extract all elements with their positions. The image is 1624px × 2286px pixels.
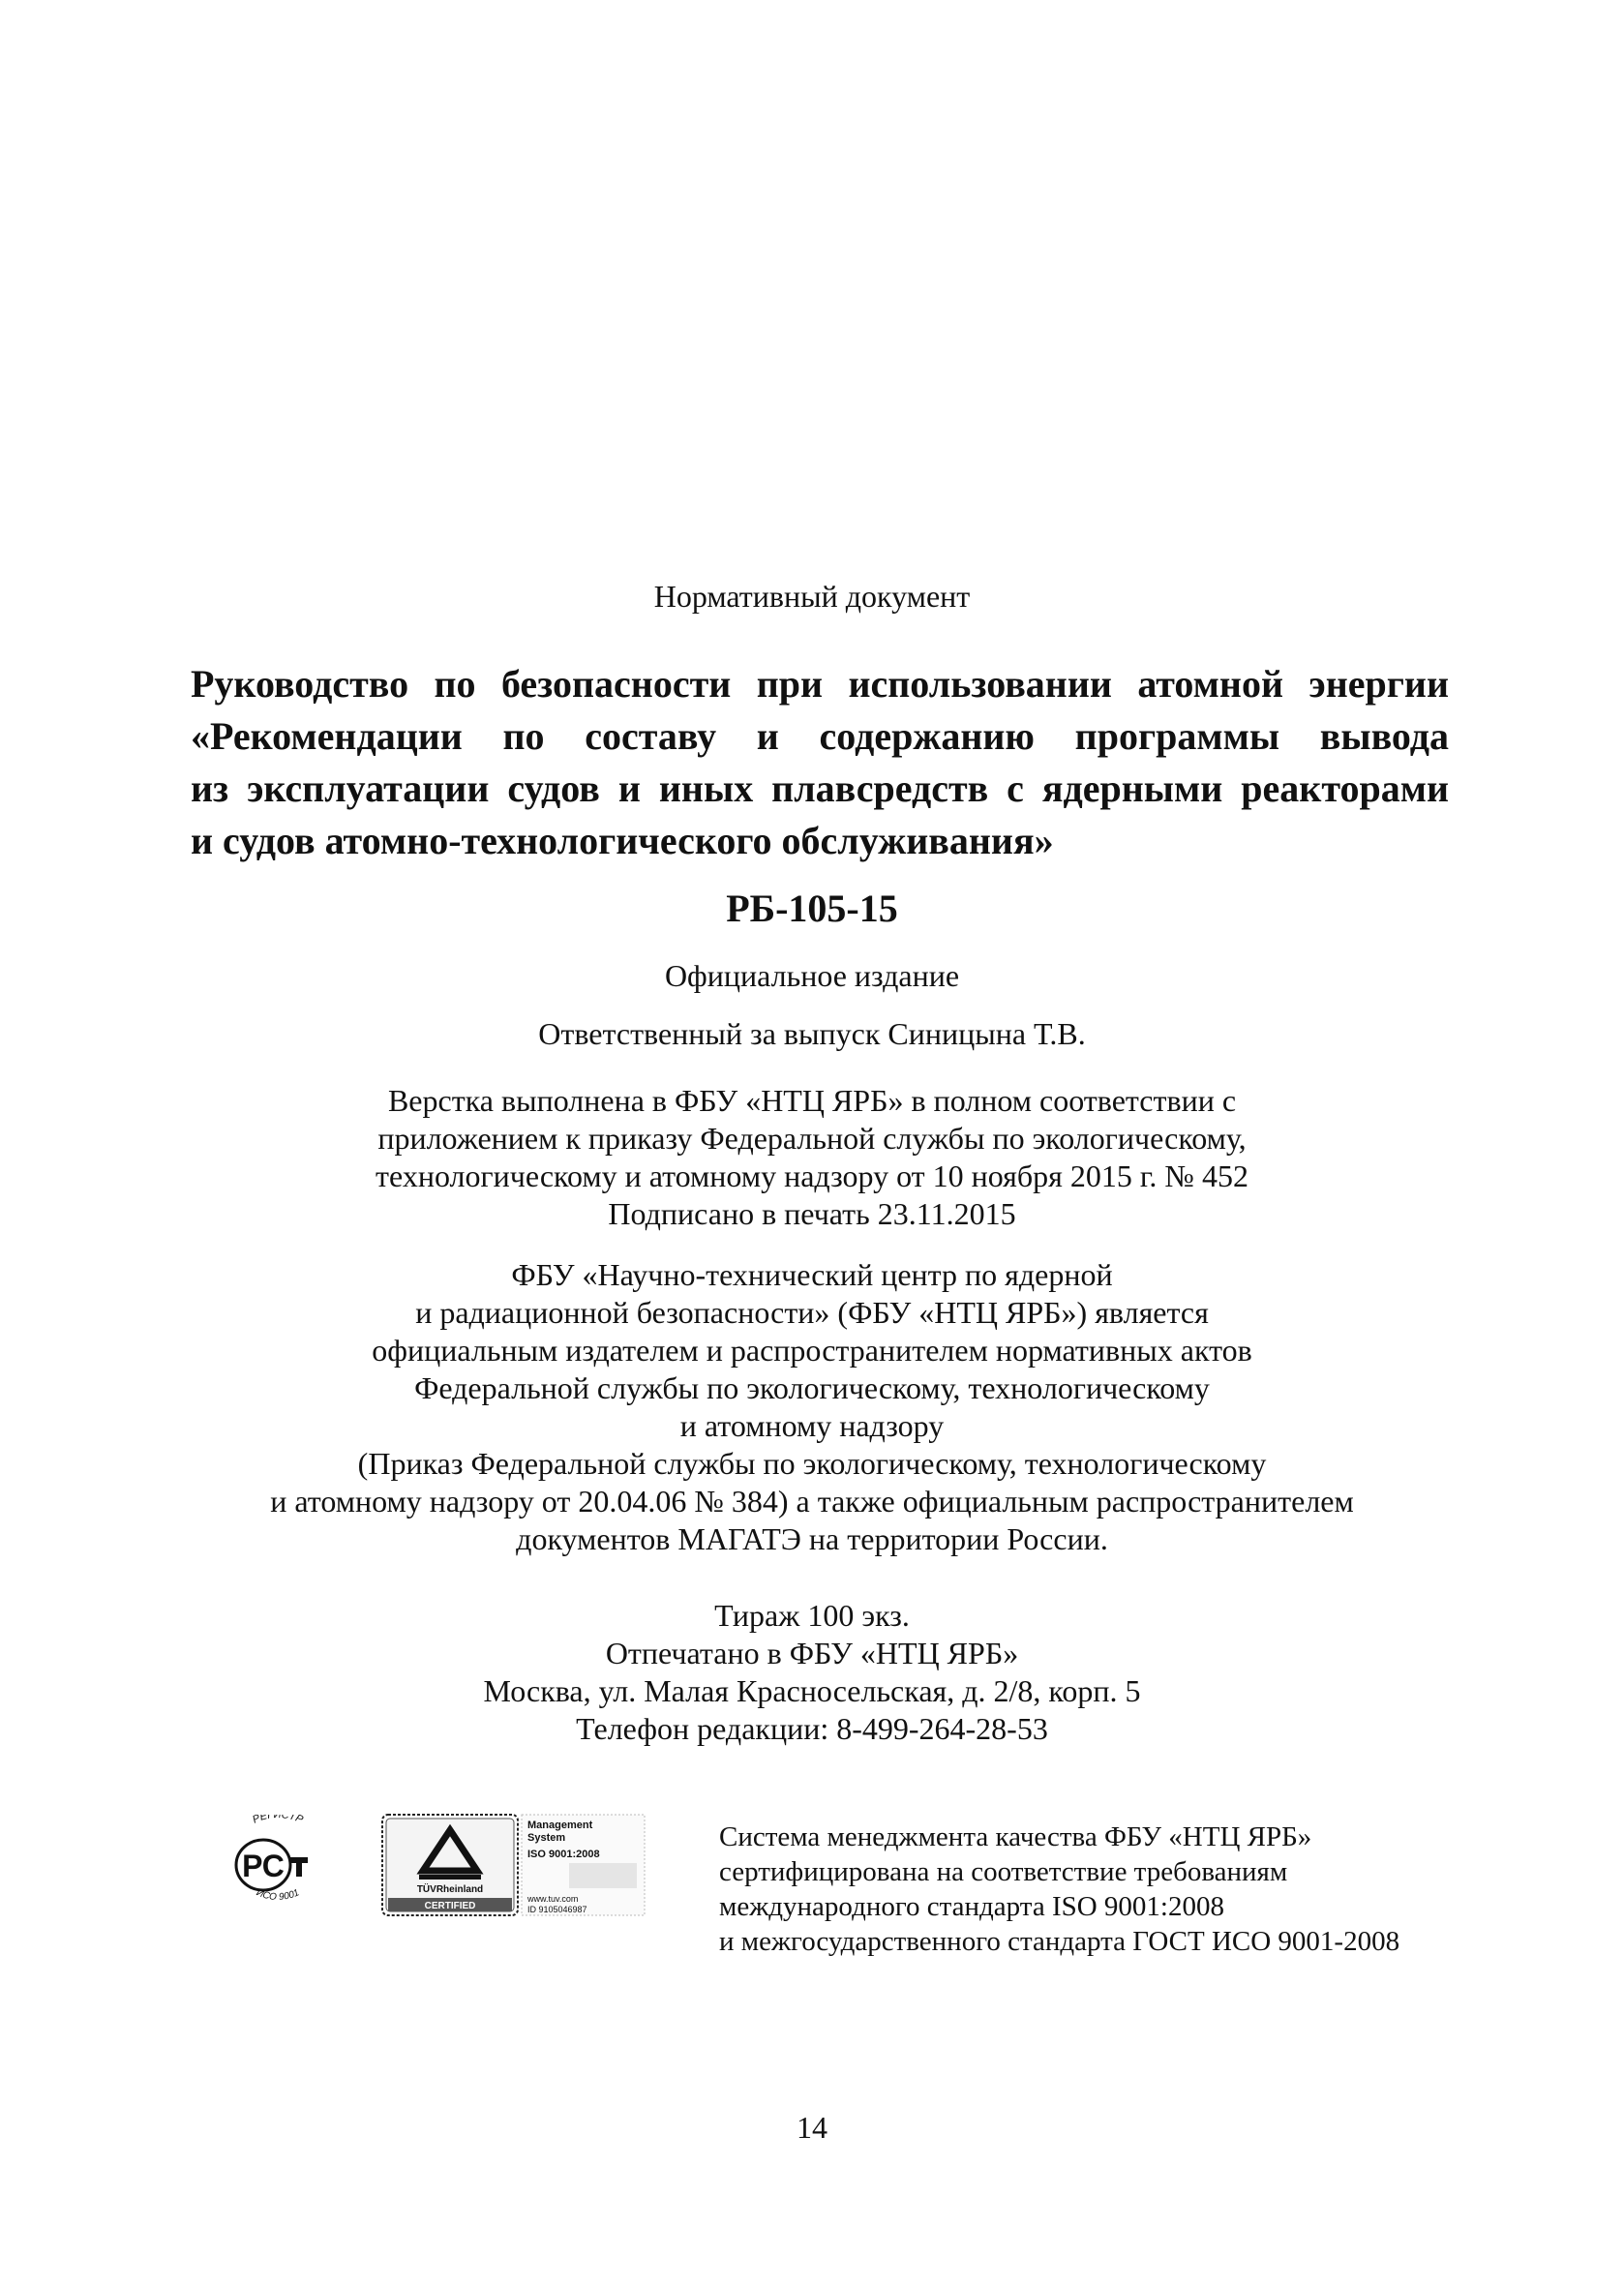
paragraph-line: Телефон редакции: 8-499-264-28-53 xyxy=(576,1711,1048,1746)
rst-certification-logo-icon xyxy=(215,1815,341,1911)
edition-label: Официальное издание xyxy=(664,958,960,993)
paragraph-line: и атомному надзору от 20.04.06 № 384) а также официальным распространителем xyxy=(270,1484,1354,1519)
svg-text:РС: РС xyxy=(242,1849,285,1883)
paragraph-line: Москва, ул. Малая Красносельская, д. 2/8, корп. 5 xyxy=(483,1673,1141,1708)
quality-line: и межгосударственного стандарта ГОСТ ИСО 9001-2008 xyxy=(719,1926,1400,1957)
tuv-brand-text: TÜVRheinland xyxy=(416,1884,484,1895)
quality-line: сертифицирована на соответствие требованиям xyxy=(719,1856,1288,1887)
tuv-certified-text: CERTIFIED xyxy=(424,1901,476,1911)
paragraph-line: и атомному надзору xyxy=(679,1408,945,1443)
paragraph-line: ФБУ «Научно-технический центр по ядерной xyxy=(511,1257,1113,1292)
paragraph-line: (Приказ Федеральной службы по экологическому, технологическому xyxy=(357,1446,1267,1481)
paragraph-line: Тираж 100 экз. xyxy=(714,1598,910,1633)
title-line: из эксплуатации судов и иных плавсредств с ядерными реакторами xyxy=(191,767,1449,810)
tuv-url: www.tuv.com xyxy=(527,1894,579,1904)
paragraph-line: Федеральной службы по экологическому, технологическому xyxy=(414,1370,1210,1405)
paragraph-line: Подписано в печать 23.11.2015 xyxy=(608,1196,1016,1231)
page-number: 14 xyxy=(797,2110,827,2145)
title-line: и судов атомно-технологического обслуживания» xyxy=(191,819,1054,862)
title-line: Руководство по безопасности при использовании атомной энергии xyxy=(191,662,1449,706)
document-code: РБ-105-15 xyxy=(726,887,898,930)
layout-paragraph xyxy=(0,1082,1624,1233)
quality-statement xyxy=(719,1820,1399,1959)
tuv-id: ID 9105046987 xyxy=(527,1905,587,1914)
publisher-paragraph xyxy=(0,1256,1624,1558)
rst-bottom-text: ИСО 9001 xyxy=(255,1887,301,1904)
paragraph-line: Верстка выполнена в ФБУ «НТЦ ЯРБ» в полном соответствии с xyxy=(387,1083,1237,1118)
paragraph-line: технологическому и атомному надзору от 10 ноября 2015 г. № 452 xyxy=(376,1158,1248,1193)
tuv-rheinland-logo-icon xyxy=(380,1813,647,1919)
paragraph-line: документов МАГАТЭ на территории России. xyxy=(516,1521,1108,1556)
paragraph-line: и радиационной безопасности» (ФБУ «НТЦ ЯРБ») является xyxy=(415,1295,1209,1330)
print-info-paragraph xyxy=(0,1597,1624,1748)
tuv-mgmt-line-1: Management xyxy=(527,1820,593,1831)
rst-top-text: РЕГИСТР xyxy=(251,1815,305,1826)
paragraph-line: приложением к приказу Федеральной службы по экологическому, xyxy=(377,1121,1247,1156)
paragraph-line: официальным издателем и распространителем нормативных актов xyxy=(372,1333,1252,1368)
quality-line: Система менеджмента качества ФБУ «НТЦ ЯРБ» xyxy=(719,1821,1312,1852)
tuv-standard: ISO 9001:2008 xyxy=(527,1849,600,1860)
quality-line: международного стандарта ISO 9001:2008 xyxy=(719,1891,1224,1922)
document-type-label: Нормативный документ xyxy=(653,579,971,614)
responsible-person: Ответственный за выпуск Синицына Т.В. xyxy=(538,1016,1086,1051)
title-line: «Рекомендации по составу и содержанию программы вывода xyxy=(191,714,1449,758)
paragraph-line: Отпечатано в ФБУ «НТЦ ЯРБ» xyxy=(605,1636,1019,1670)
tuv-mgmt-line-2: System xyxy=(527,1832,566,1844)
document-title xyxy=(191,658,1449,867)
